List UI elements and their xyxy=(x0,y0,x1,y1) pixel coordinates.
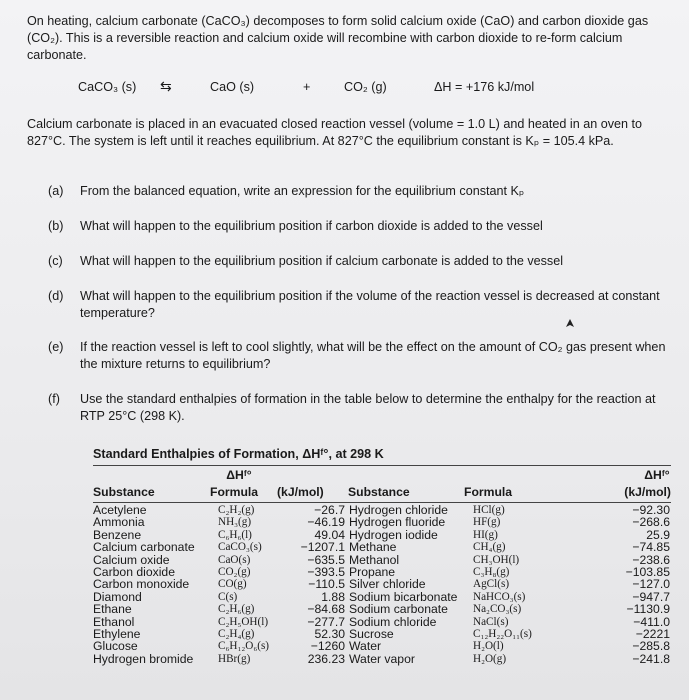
table-cell-substance: Hydrogen fluoride xyxy=(349,515,446,530)
table-cell-enthalpy: −2221 xyxy=(635,627,670,641)
question-label: (d) xyxy=(48,289,64,303)
table-cell-substance: Sodium carbonate xyxy=(349,602,448,617)
table-cell-enthalpy: −110.5 xyxy=(308,577,345,592)
table-cell-formula: NH₃(g) xyxy=(218,516,252,529)
table-cell-formula: HBr(g) xyxy=(218,652,251,665)
table-cell-formula: C₆H₁₂O₆(s) xyxy=(218,640,270,653)
equation-enthalpy: ΔH = +176 kJ/mol xyxy=(434,80,535,94)
table-cell-formula: NaHCO₃(s) xyxy=(473,590,526,603)
table-cell-substance: Ethane xyxy=(93,602,132,617)
question-label: (a) xyxy=(48,184,64,198)
question-label: (f) xyxy=(48,392,60,406)
table-cell-substance: Benzene xyxy=(93,527,142,542)
table-cell-formula: AgCl(s) xyxy=(473,578,510,591)
table-cell-substance: Propane xyxy=(349,565,396,579)
header-dh-left: ΔHᶠ° xyxy=(226,468,252,482)
table-cell-formula: CO₂(g) xyxy=(218,566,251,578)
header-unit-left: (kJ/mol) xyxy=(277,485,324,499)
table-cell-formula: CH₄(g) xyxy=(473,541,506,554)
table-cell-enthalpy: −26.7 xyxy=(314,503,345,517)
table-cell-enthalpy: 25.9 xyxy=(646,527,670,542)
table-cell-enthalpy: 236.23 xyxy=(307,651,345,666)
table-cell-formula: NaCl(s) xyxy=(473,615,509,628)
table-cell-substance: Glucose xyxy=(93,639,138,654)
header-formula-right: Formula xyxy=(464,485,513,499)
table-cell-substance: Ammonia xyxy=(93,515,145,530)
question-text: Use the standard enthalpies of formation in the table below to determine the enthalpy for the reaction at RTP 25°C (298 K). xyxy=(80,392,656,424)
table-cell-substance: Sodium chloride xyxy=(349,614,437,629)
table-cell-enthalpy: 1.88 xyxy=(321,589,345,604)
table-cell-formula: HF(g) xyxy=(473,516,501,529)
table-cell-enthalpy: −268.6 xyxy=(632,515,670,530)
table-cell-formula: HCl(g) xyxy=(473,504,505,516)
table-cell-formula: CaCO₃(s) xyxy=(218,541,262,554)
table-cell-substance: Sucrose xyxy=(349,627,394,641)
question-text: What will happen to the equilibrium position if carbon dioxide is added to the vessel xyxy=(80,219,543,233)
equation-product-2: CO₂ (g) xyxy=(344,80,387,94)
header-substance-right: Substance xyxy=(348,485,410,499)
table-cell-substance: Diamond xyxy=(93,589,142,604)
table-cell-substance: Carbon dioxide xyxy=(93,565,175,579)
table-cell-enthalpy: −1207.1 xyxy=(300,540,345,555)
table-cell-substance: Ethylene xyxy=(93,627,141,641)
question-label: (c) xyxy=(48,254,63,268)
table-cell-enthalpy: −238.6 xyxy=(632,552,670,567)
table-cell-enthalpy: 52.30 xyxy=(314,627,345,641)
table-cell-substance: Hydrogen chloride xyxy=(349,503,448,517)
table-divider xyxy=(93,465,671,466)
table-cell-enthalpy: −277.7 xyxy=(307,614,345,629)
table-cell-substance: Water xyxy=(349,639,382,654)
table-cell-substance: Methane xyxy=(349,540,397,555)
header-formula-left: Formula xyxy=(210,485,259,499)
table-cell-formula: C(s) xyxy=(218,590,238,603)
table-cell-substance: Carbon monoxide xyxy=(93,577,190,592)
table-cell-formula: CaO(s) xyxy=(218,553,251,566)
table-cell-substance: Calcium oxide xyxy=(93,552,170,567)
table-cell-formula: C₁₂H₂₂O₁₁(s) xyxy=(473,628,532,640)
table-cell-formula: HI(g) xyxy=(473,528,498,541)
question-text: From the balanced equation, write an expression for the equilibrium constant Kₚ xyxy=(80,184,525,198)
table-cell-substance: Water vapor xyxy=(349,651,415,666)
equation-reactant: CaCO₃ (s) xyxy=(78,80,137,94)
equation-plus: + xyxy=(303,80,311,94)
table-cell-enthalpy: −1260 xyxy=(310,639,345,654)
table-cell-substance: Ethanol xyxy=(93,614,135,629)
intro-paragraph: On heating, calcium carbonate (CaCO₃) decomposes to form solid calcium oxide (CaO) and carbon dioxide gas (CO₂). This is a reversible reaction and calcium oxide will recombine with carbon dioxide to re-form calcium carbonate. xyxy=(27,14,649,63)
table-cell-substance: Acetylene xyxy=(93,503,147,517)
table-cell-enthalpy: −127.0 xyxy=(632,577,670,592)
table-cell-formula: H₂O(g) xyxy=(473,652,507,665)
table-cell-formula: C₂H₅OH(l) xyxy=(218,615,269,628)
table-cell-enthalpy: −84.68 xyxy=(307,602,345,617)
question-text: If the reaction vessel is left to cool slightly, what will be the effect on the amount of CO₂ gas present when the mixture returns to equilibrium? xyxy=(80,340,666,372)
table-cell-formula: CH₃OH(l) xyxy=(473,553,520,566)
table-cell-substance: Silver chloride xyxy=(349,577,426,592)
table-cell-enthalpy: 49.04 xyxy=(314,527,345,542)
equilibrium-arrow-icon: ⇆ xyxy=(160,78,172,94)
header-dh-right: ΔHᶠ° xyxy=(644,468,670,482)
table-cell-substance: Hydrogen iodide xyxy=(349,527,438,542)
table-title: Standard Enthalpies of Formation, ΔHᶠ°, at 298 K xyxy=(93,447,384,461)
header-unit-right: (kJ/mol) xyxy=(624,485,671,499)
table-cell-formula: C₃H₈(g) xyxy=(473,566,510,578)
table-cell-formula: Na₂CO₃(s) xyxy=(473,603,522,616)
table-cell-enthalpy: −393.5 xyxy=(307,565,345,579)
reaction-equation xyxy=(0,80,689,100)
conditions-paragraph: Calcium carbonate is placed in an evacuated closed reaction vessel (volume = 1.0 L) and heated in an oven to 827°C. The system is left until it reaches equilibrium. At 827°C the equilibrium constant is Kₚ = 105.4 kPa. xyxy=(27,117,643,149)
table-cell-formula: CO(g) xyxy=(218,578,247,591)
table-cell-formula: C₂H₂(g) xyxy=(218,504,255,516)
table-cell-substance: Sodium bicarbonate xyxy=(349,589,458,604)
question-label: (e) xyxy=(48,340,64,354)
table-cell-enthalpy: −411.0 xyxy=(633,614,670,629)
question-label: (b) xyxy=(48,219,64,233)
question-text: What will happen to the equilibrium position if the volume of the reaction vessel is decreased at constant temperature? xyxy=(80,289,660,321)
table-cell-formula: C₂H₆(g) xyxy=(218,603,255,616)
table-cell-formula: H₂O(l) xyxy=(473,640,504,653)
question-text: What will happen to the equilibrium position if calcium carbonate is added to the vessel xyxy=(80,254,564,268)
table-cell-enthalpy: −1130.9 xyxy=(626,602,670,617)
table-cell-enthalpy: −241.8 xyxy=(632,651,670,666)
table-cell-enthalpy: −46.19 xyxy=(307,515,345,530)
table-cell-formula: C₂H₄(g) xyxy=(218,628,255,640)
table-cell-substance: Hydrogen bromide xyxy=(93,651,194,666)
table-cell-enthalpy: −285.8 xyxy=(632,639,670,654)
table-cell-substance: Calcium carbonate xyxy=(93,540,195,555)
table-cell-enthalpy: −92.30 xyxy=(632,503,670,517)
table-cell-enthalpy: −635.5 xyxy=(307,552,345,567)
equation-product-1: CaO (s) xyxy=(210,80,255,94)
header-substance-left: Substance xyxy=(93,485,155,499)
table-cell-enthalpy: −103.85 xyxy=(625,565,670,579)
table-cell-substance: Methanol xyxy=(349,552,400,567)
table-cell-formula: C₆H₆(l) xyxy=(218,528,252,541)
mouse-cursor-icon xyxy=(564,318,576,330)
table-cell-enthalpy: −947.7 xyxy=(632,589,670,604)
table-cell-enthalpy: −74.85 xyxy=(632,540,670,555)
